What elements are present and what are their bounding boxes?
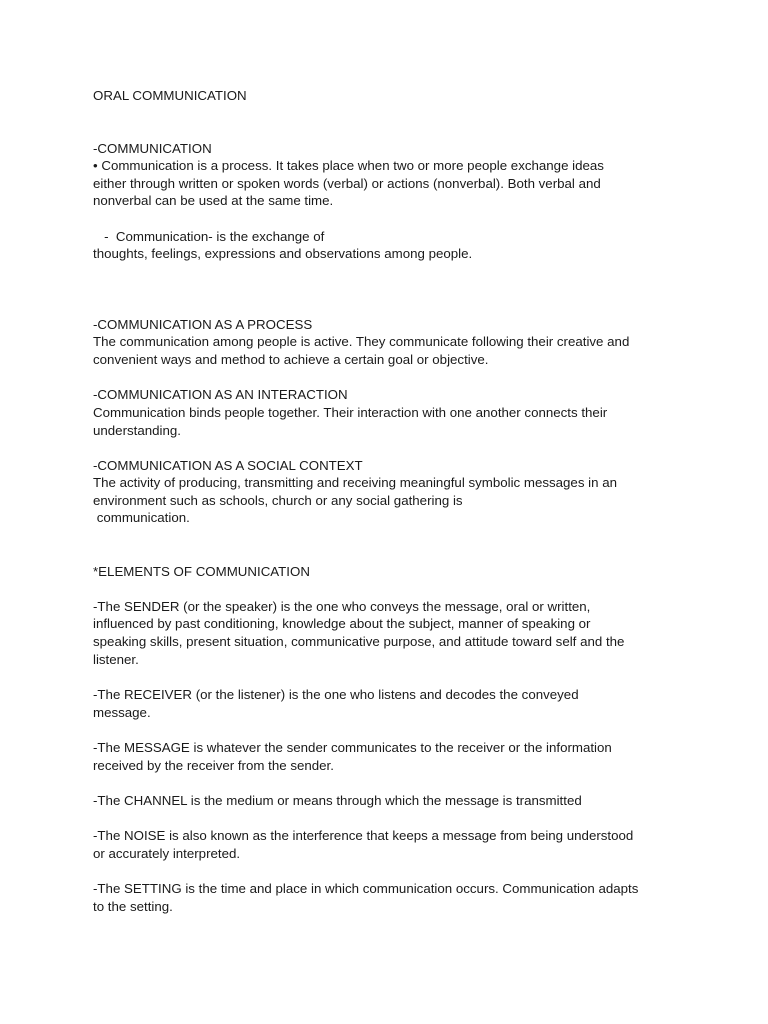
element-receiver-line: -The RECEIVER (or the listener) is the one who listens and decodes the conveyed (93, 687, 579, 702)
paragraph-line: convenient ways and method to achieve a certain goal or objective. (93, 352, 489, 367)
paragraph-line: environment such as schools, church or any social gathering is (93, 493, 463, 508)
paragraph-line: The activity of producing, transmitting and receiving meaningful symbolic messages in an (93, 475, 618, 490)
element-sender-line: influenced by past conditioning, knowledge about the subject, manner of speaking or (93, 616, 591, 631)
element-setting-line: -The SETTING is the time and place in which communication occurs. Communication adapts (93, 881, 639, 896)
element-channel-line: -The CHANNEL is the medium or means through which the message is transmitted (93, 793, 582, 808)
page-title: ORAL COMMUNICATION (93, 88, 247, 103)
paragraph-line: • Communication is a process. It takes place when two or more people exchange ideas (93, 158, 604, 173)
definition-line: thoughts, feelings, expressions and observations among people. (93, 246, 473, 261)
section-heading-interaction: -COMMUNICATION AS AN INTERACTION (93, 387, 348, 402)
element-noise-line: -The NOISE is also known as the interference that keeps a message from being understood (93, 828, 634, 843)
element-receiver-line: message. (93, 705, 151, 720)
paragraph-line: Communication binds people together. Their interaction with one another connects their (93, 405, 608, 420)
paragraph-line: either through written or spoken words (verbal) or actions (nonverbal). Both verbal and (93, 176, 601, 191)
element-sender-line: listener. (93, 652, 139, 667)
element-sender-line: -The SENDER (or the speaker) is the one who conveys the message, oral or written, (93, 599, 591, 614)
element-noise-line: or accurately interpreted. (93, 846, 241, 861)
paragraph-line: communication. (93, 510, 190, 525)
paragraph-line: The communication among people is active. They communicate following their creative and (93, 334, 630, 349)
paragraph-line: nonverbal can be used at the same time. (93, 193, 334, 208)
definition-line: - Communication- is the exchange of (93, 229, 325, 244)
element-message-line: -The MESSAGE is whatever the sender communicates to the receiver or the information (93, 740, 612, 755)
section-heading-social-context: -COMMUNICATION AS A SOCIAL CONTEXT (93, 458, 363, 473)
section-heading-communication: -COMMUNICATION (93, 141, 212, 156)
element-setting-line: to the setting. (93, 899, 173, 914)
element-message-line: received by the receiver from the sender. (93, 758, 334, 773)
element-sender-line: speaking skills, present situation, communicative purpose, and attitude toward self and the (93, 634, 625, 649)
section-heading-elements: *ELEMENTS OF COMMUNICATION (93, 564, 310, 579)
paragraph-line: understanding. (93, 423, 181, 438)
section-heading-process: -COMMUNICATION AS A PROCESS (93, 317, 313, 332)
